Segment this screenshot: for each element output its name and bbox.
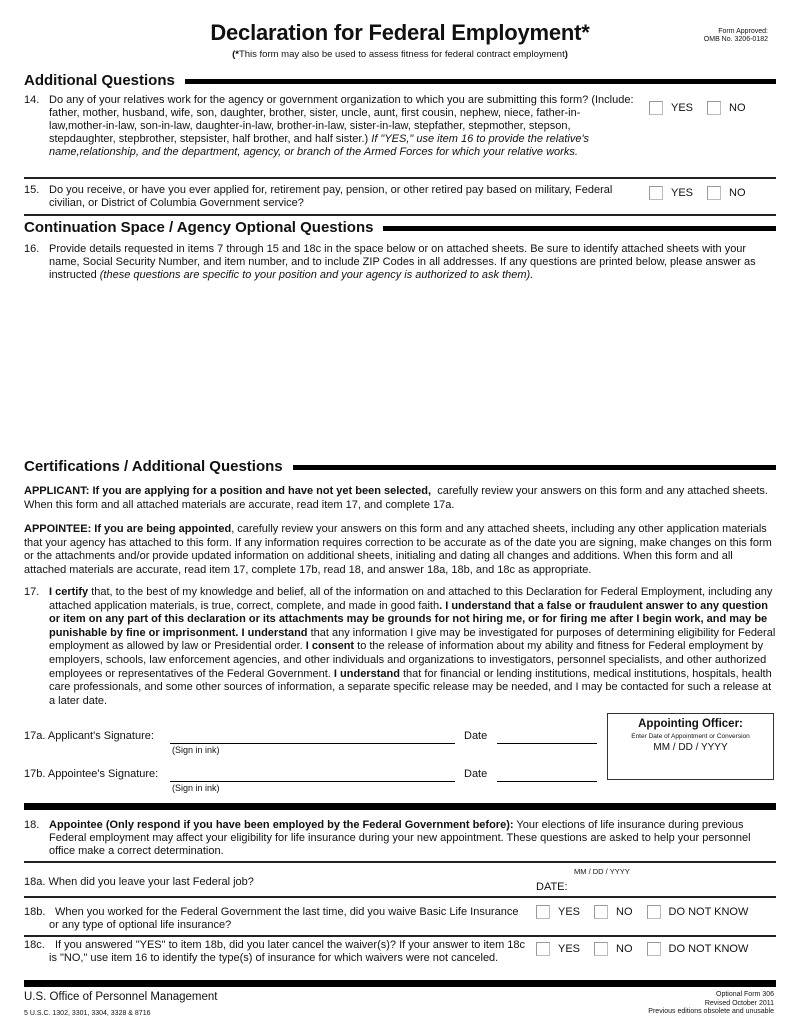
footer-authority: 5 U.S.C. 1302, 3301, 3304, 3328 & 8716 <box>24 1010 151 1017</box>
sign-in-ink-note: (Sign in ink) <box>172 745 220 755</box>
q18b-no-checkbox[interactable] <box>594 905 608 919</box>
thick-divider <box>24 980 776 987</box>
question-18: 18. Appointee (Only respond if you have been employed by the Federal Government before): Your elections of life insurance during previous Federal employment may affect your eligibility for life insurance during your new appointment. These questions are asked to help your personnel office make a correct determination. <box>24 819 751 857</box>
question-15: 15. Do you receive, or have you ever applied for, retirement pay, pension, or other retired pay based on military, Federal civilian, or District of Columbia Government service? <box>24 184 613 209</box>
question-18a: 18a. When did you leave your last Federal job? <box>24 876 254 888</box>
date-input-18a[interactable] <box>574 877 774 893</box>
certification-17: 17. I certify that, to the best of my knowledge and belief, all of the information on and attached to this Declaration for Federal Employment, including any attached application materials, is true, correct, complete, and made in good faith. I understand that a false or fraudulent answer to any question or item on any part of this declaration or its attachments may be grounds for not hiring me, or for firing me after I begin work, and may be punishable by fine or imprisonment. I understand that any information I give may be investigated for purposes of determining eligibility for Federal employment as allowed by law or Presidential order. I consent to the release of information about my ability and fitness for Federal employment by employers, schools, law enforcement agencies, and other individuals and organizations to investigators, personnel specialists, and other authorized employees or representatives of the Federal Government. I understand that for financial or lending institutions, medical institutions, hospitals, health care professionals, and some other sources of information, a separate specific release may be needed, and I may be contacted for such a release at a later date. <box>24 586 776 707</box>
omb-number: OMB No. 3206-0182 <box>703 36 768 43</box>
q18c-no-checkbox[interactable] <box>594 942 608 956</box>
question-18b: 18b. When you worked for the Federal Government the last time, did you waive Basic Life Insurance or any type of optional life insurance? <box>24 906 519 931</box>
q18b-yes-checkbox[interactable] <box>536 905 550 919</box>
q18c-options: YES NO DO NOT KNOW <box>536 942 762 956</box>
divider <box>24 177 776 179</box>
divider <box>24 935 776 937</box>
appointee-signature-line[interactable] <box>170 781 455 782</box>
date-label-18a: DATE: <box>536 881 568 893</box>
section-rule <box>383 226 776 231</box>
appointee-instructions: APPOINTEE: If you are being appointed, carefully review your answers on this form and any attached sheets, including any other application materials that your agency has attached to this form. If any information requires correction to be accurate as of the date you are signing, make changes on this form or the attachments and/or provide updated information on additional sheets, initialing and dating all changes and additions. When this form and all attached materials are accurate, read item 17, complete 17b, read 18, and answer 18a, 18b, and 18c as appropriate. <box>24 523 772 576</box>
appointee-date-line[interactable] <box>497 781 597 782</box>
page-title: Declaration for Federal Employment* <box>210 20 590 45</box>
appointing-officer-date-format: MM / DD / YYYY <box>653 742 728 753</box>
divider <box>24 896 776 898</box>
footer-form-name: Optional Form 306 <box>716 991 774 998</box>
applicant-signature-line[interactable] <box>170 743 455 744</box>
date-label: Date <box>464 768 488 780</box>
question-18c: 18c. If you answered "YES" to item 18b, did you later cancel the waiver(s)? If your answer to item 18c is "NO," use item 16 to identify the type(s) of insurance for which waivers were not canceled. <box>24 939 526 964</box>
q18c-yes-checkbox[interactable] <box>536 942 550 956</box>
section-continuation: Continuation Space / Agency Optional Questions <box>24 219 776 236</box>
appointing-officer-heading: Appointing Officer: <box>638 718 743 730</box>
sig17b-label: 17b. Appointee's Signature: <box>24 768 159 780</box>
divider <box>24 214 776 216</box>
q14-no-checkbox[interactable] <box>707 101 721 115</box>
section-rule <box>185 79 776 84</box>
footer-agency: U.S. Office of Personnel Management <box>24 991 218 1003</box>
q15-yes-checkbox[interactable] <box>649 186 663 200</box>
sign-in-ink-note: (Sign in ink) <box>172 783 220 793</box>
applicant-instructions: APPLICANT: If you are applying for a position and have not yet been selected, carefully review your answers on this form and any attached sheets. When this form and all attached materials are accurate, read item 17, and complete 17a. <box>24 485 768 511</box>
q18b-options: YES NO DO NOT KNOW <box>536 905 762 919</box>
divider <box>24 861 776 863</box>
section-certifications: Certifications / Additional Questions <box>24 458 776 475</box>
section-rule <box>293 465 776 470</box>
q14-yes-checkbox[interactable] <box>649 101 663 115</box>
date-format-hint: MM / DD / YYYY <box>574 867 630 876</box>
appointing-officer-box[interactable] <box>607 713 774 780</box>
footer-revised: Revised October 2011 <box>704 999 774 1007</box>
footer-form-info <box>648 991 774 1017</box>
q18c-dnk-checkbox[interactable] <box>647 942 661 956</box>
question-16: 16. Provide details requested in items 7 through 15 and 18c in the space below or on attached sheets. Be sure to identify attached sheets with your name, Social Security Number, and item number, and to include ZIP Codes in all addresses. If any questions are printed below, please answer as instructed (these questions are specific to your position and your agency is authorized to ask them). <box>24 243 756 281</box>
sig17a-label: 17a. Applicant's Signature: <box>24 730 154 742</box>
q18b-dnk-checkbox[interactable] <box>647 905 661 919</box>
date-label: Date <box>464 730 488 742</box>
q15-no-checkbox[interactable] <box>707 186 721 200</box>
footer-note: Previous editions obsolete and unusable <box>648 1008 774 1015</box>
continuation-space[interactable] <box>24 290 776 450</box>
question-14: 14. Do any of your relatives work for the agency or government organization to which you are submitting this form? (Include: father, mother, husband, wife, son, daughter, brother, sister, uncle, aunt, first cousin, nephew, niece, father-in-law,mother-in-law, son-in-law, daughter-in-law, brother-in-law, sister-in-law, stepfather, stepmother, stepson, stepdaughter, stepbrother, stepsister, half brother, and half sister.) If "YES," use item 16 to provide the relative's name,relationship, and the department, agency, or branch of the Armed Forces for which your relative works. <box>24 94 634 158</box>
thick-divider <box>24 803 776 810</box>
page-subtitle: (*This form may also be used to assess fitness for federal contract employment) <box>232 49 568 60</box>
omb-info <box>704 28 768 44</box>
q15-options: YES NO <box>649 186 760 200</box>
applicant-date-line[interactable] <box>497 743 597 744</box>
section-additional-questions: Additional Questions <box>24 72 776 89</box>
form-approved-label: Form Approved: <box>718 28 768 35</box>
q14-options: YES NO <box>649 101 760 115</box>
appointing-officer-sub: Enter Date of Appointment or Conversion <box>631 733 750 740</box>
